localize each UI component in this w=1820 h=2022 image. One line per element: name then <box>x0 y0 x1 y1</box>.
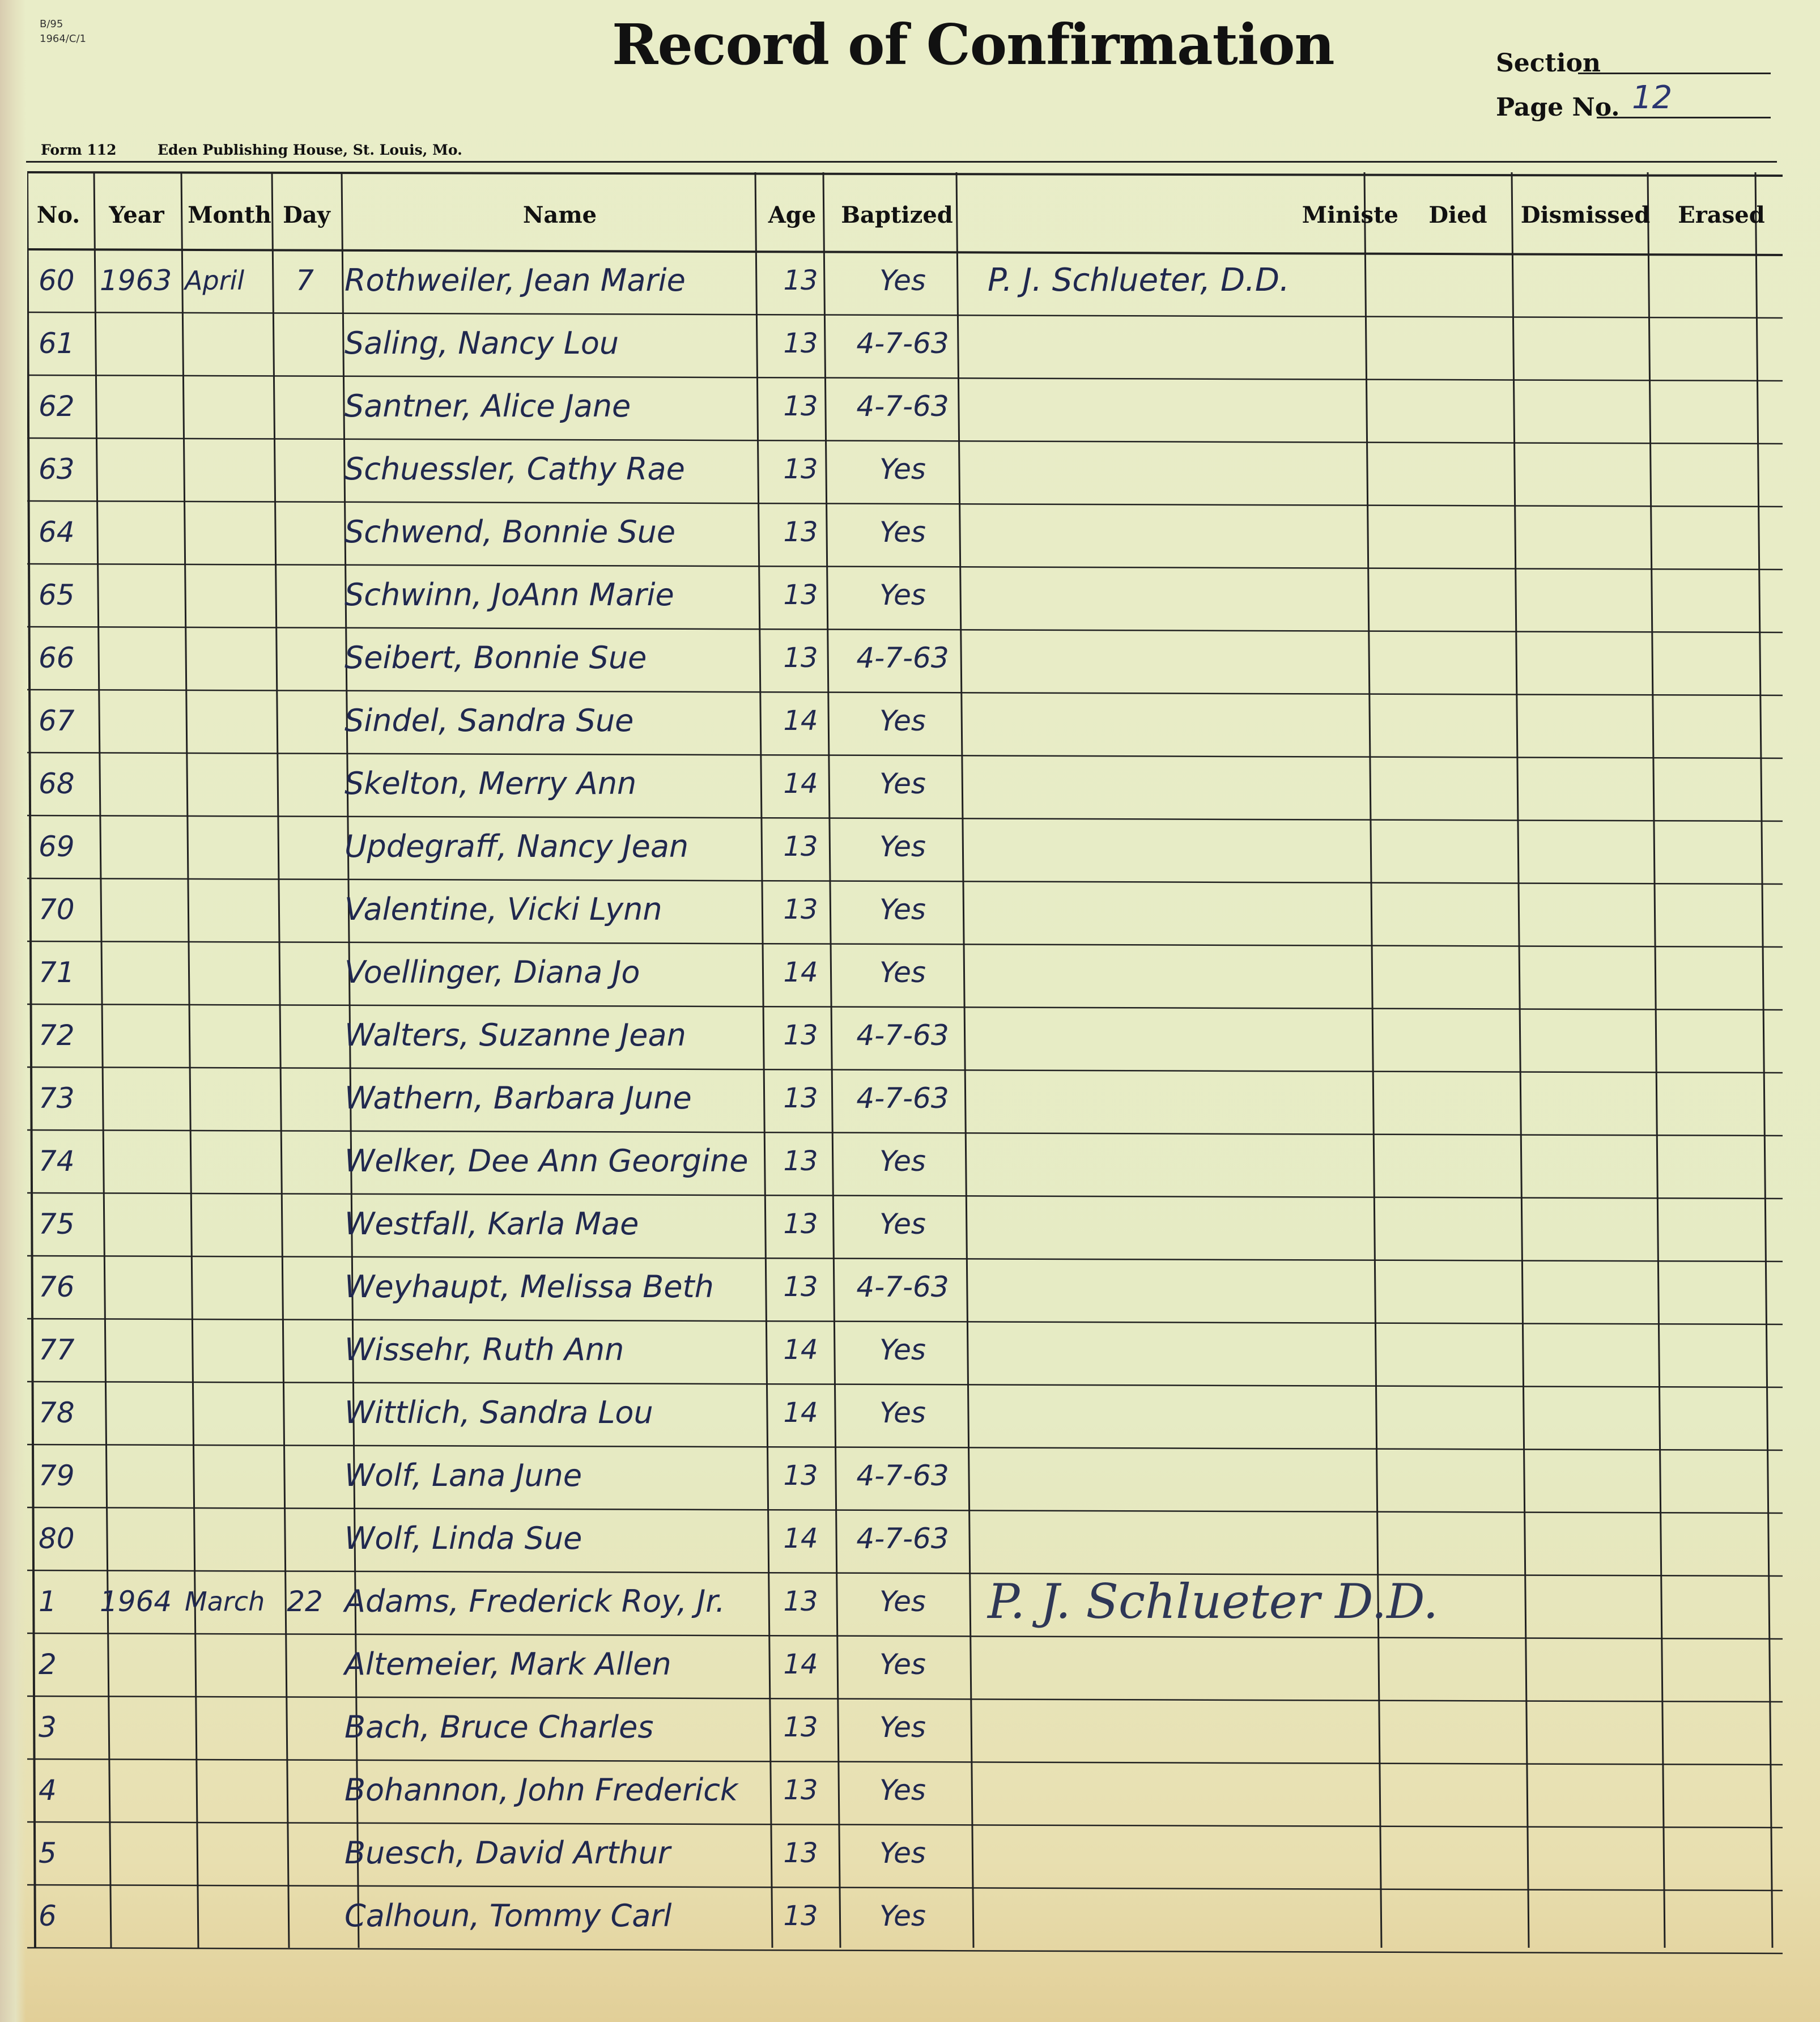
baptized-cell: Yes <box>879 1585 926 1618</box>
day-cell <box>277 568 333 622</box>
column-header-year: Year <box>109 202 164 228</box>
row-number: 64 <box>39 516 75 549</box>
row-number: 63 <box>39 453 75 486</box>
name-cell: Sindel, Sandra Sue <box>345 703 634 738</box>
age-cell: 13 <box>783 1900 818 1932</box>
month-cell <box>185 1826 270 1880</box>
table-row <box>27 627 1783 689</box>
baptized-cell: Yes <box>879 893 926 926</box>
baptized-cell: Yes <box>879 1711 926 1744</box>
year-cell <box>100 631 179 685</box>
year-cell <box>100 1889 179 1943</box>
day-cell <box>277 317 333 370</box>
year-cell <box>100 443 179 496</box>
age-cell: 14 <box>783 768 818 800</box>
column-header-age: Age <box>768 202 817 228</box>
name-cell: Wathern, Barbara June <box>345 1080 692 1116</box>
minister-cell <box>988 820 1452 873</box>
minister-cell <box>988 506 1452 559</box>
column-header-name: Name <box>522 202 597 228</box>
row-number: 73 <box>39 1082 75 1115</box>
year-cell <box>100 1386 179 1439</box>
row-number: 60 <box>39 264 75 297</box>
day-cell <box>277 1764 333 1817</box>
baptized-cell: 4-7-63 <box>856 1522 949 1555</box>
age-cell: 13 <box>783 642 818 674</box>
row-number: 69 <box>39 830 75 863</box>
row-number: 77 <box>39 1333 75 1366</box>
row-number: 74 <box>39 1145 75 1178</box>
age-cell: 13 <box>783 1586 818 1617</box>
year-cell <box>100 506 179 559</box>
publisher-imprint: Eden Publishing House, St. Louis, Mo. <box>158 142 462 158</box>
baptized-cell: Yes <box>879 264 926 297</box>
table-row <box>27 1004 1783 1067</box>
name-cell: Bach, Bruce Charles <box>345 1709 654 1745</box>
day-cell <box>277 1135 333 1188</box>
baptized-cell: 4-7-63 <box>856 327 949 360</box>
table-row <box>27 1445 1783 1507</box>
month-cell <box>185 317 270 370</box>
name-cell: Santner, Alice Jane <box>345 388 631 424</box>
year-cell <box>100 1512 179 1565</box>
name-cell: Wolf, Linda Sue <box>345 1520 582 1556</box>
grid-line <box>27 172 1783 176</box>
minister-cell <box>988 317 1452 370</box>
day-cell <box>277 1826 333 1880</box>
day-cell <box>277 1072 333 1125</box>
table-row <box>27 501 1783 563</box>
baptized-cell: 4-7-63 <box>856 1082 949 1115</box>
minister-cell <box>988 883 1452 936</box>
year-cell <box>100 1072 179 1125</box>
day-cell <box>277 1512 333 1565</box>
minister-cell <box>988 1701 1452 1754</box>
table-row <box>27 941 1783 1004</box>
day-cell <box>277 380 333 433</box>
minister-cell <box>988 1764 1452 1817</box>
minister-cell: P. J. Schlueter D.D. <box>988 1574 1439 1629</box>
minister-cell <box>988 694 1452 747</box>
name-cell: Voellinger, Diana Jo <box>345 954 640 990</box>
minister-cell <box>988 1323 1452 1377</box>
name-cell: Seibert, Bonnie Sue <box>345 640 647 676</box>
row-number: 75 <box>39 1208 75 1241</box>
baptized-cell: Yes <box>879 956 926 989</box>
age-cell: 13 <box>783 1774 818 1806</box>
month-cell <box>185 1386 270 1439</box>
table-row <box>27 1570 1783 1633</box>
year-cell <box>100 1449 179 1502</box>
page-no-value: 12 <box>1632 79 1673 116</box>
baptized-cell: Yes <box>879 767 926 800</box>
minister-cell <box>988 757 1452 810</box>
row-number: 76 <box>39 1271 75 1303</box>
age-cell: 14 <box>783 1649 818 1680</box>
day-cell <box>277 757 333 810</box>
year-cell <box>100 1638 179 1691</box>
age-cell: 13 <box>783 1837 818 1869</box>
month-cell <box>185 1197 270 1251</box>
row-number: 6 <box>39 1900 57 1932</box>
month-cell <box>185 506 270 559</box>
table-row <box>27 438 1783 500</box>
baptized-cell: 4-7-63 <box>856 1271 949 1303</box>
row-number: 72 <box>39 1019 75 1052</box>
name-cell: Calhoun, Tommy Carl <box>345 1898 672 1934</box>
year-cell <box>100 820 179 873</box>
row-number: 61 <box>39 327 75 360</box>
age-cell: 13 <box>783 894 818 925</box>
year-cell <box>100 1009 179 1062</box>
grid-line <box>27 1948 1783 1953</box>
age-cell: 13 <box>783 265 818 296</box>
age-cell: 13 <box>783 1020 818 1051</box>
name-cell: Schwinn, JoAnn Marie <box>345 577 674 613</box>
month-cell: April <box>185 265 245 296</box>
baptized-cell: 4-7-63 <box>856 1019 949 1052</box>
table-row <box>27 1633 1783 1696</box>
age-cell: 14 <box>783 957 818 988</box>
baptized-cell: Yes <box>879 1648 926 1681</box>
table-row <box>27 1382 1783 1444</box>
name-cell: Welker, Dee Ann Georgine <box>345 1143 749 1179</box>
row-number: 68 <box>39 767 75 800</box>
table-row <box>27 753 1783 815</box>
name-cell: Wissehr, Ruth Ann <box>345 1332 624 1367</box>
name-cell: Rothweiler, Jean Marie <box>345 262 686 298</box>
page-edge-shadow <box>0 0 26 2022</box>
age-cell: 13 <box>783 1208 818 1240</box>
age-cell: 14 <box>783 1397 818 1429</box>
minister-cell <box>988 568 1452 622</box>
month-cell <box>185 1009 270 1062</box>
baptized-cell: Yes <box>879 453 926 486</box>
name-cell: Wittlich, Sandra Lou <box>345 1395 653 1430</box>
row-number: 5 <box>39 1837 57 1870</box>
baptized-cell: Yes <box>879 1145 926 1178</box>
name-cell: Wolf, Lana June <box>345 1458 582 1493</box>
age-cell: 13 <box>783 1145 818 1177</box>
age-cell: 13 <box>783 1460 818 1492</box>
year-cell <box>100 694 179 747</box>
day-cell <box>277 506 333 559</box>
baptized-cell: Yes <box>879 1774 926 1807</box>
minister-cell <box>988 1638 1452 1691</box>
day-cell <box>277 1197 333 1251</box>
month-cell <box>185 631 270 685</box>
column-header-month: Month <box>188 202 271 228</box>
year-cell <box>100 757 179 810</box>
month-cell <box>185 946 270 999</box>
day-cell <box>277 1701 333 1754</box>
table-row <box>27 878 1783 941</box>
year-cell <box>100 380 179 433</box>
form-number: Form 112 <box>41 142 117 158</box>
table-row <box>27 1256 1783 1318</box>
minister-cell <box>988 380 1452 433</box>
name-cell: Westfall, Karla Mae <box>345 1206 639 1242</box>
day-cell <box>277 946 333 999</box>
table-row <box>27 1822 1783 1884</box>
name-cell: Skelton, Merry Ann <box>345 766 637 801</box>
baptized-cell: Yes <box>879 704 926 737</box>
name-cell: Bohannon, John Frederick <box>345 1772 738 1808</box>
day-cell <box>277 820 333 873</box>
year-cell <box>100 883 179 936</box>
name-cell: Weyhaupt, Melissa Beth <box>345 1269 714 1305</box>
baptized-cell: Yes <box>879 1396 926 1429</box>
age-cell: 14 <box>783 705 818 737</box>
month-cell <box>185 694 270 747</box>
table-row <box>27 249 1783 312</box>
column-header-baptized: Baptized <box>841 202 953 228</box>
column-header-minister: Ministe <box>1302 202 1398 228</box>
month-cell <box>185 1323 270 1377</box>
name-cell: Adams, Frederick Roy, Jr. <box>345 1583 725 1619</box>
name-cell: Updegraff, Nancy Jean <box>345 829 689 864</box>
month-cell <box>185 1072 270 1125</box>
age-cell: 13 <box>783 579 818 611</box>
name-cell: Walters, Suzanne Jean <box>345 1017 686 1053</box>
year-cell <box>100 1197 179 1251</box>
age-cell: 13 <box>783 831 818 863</box>
minister-cell <box>988 443 1452 496</box>
baptized-cell: 4-7-63 <box>856 390 949 423</box>
baptized-cell: Yes <box>879 516 926 549</box>
table-row <box>27 690 1783 752</box>
top-rule <box>26 161 1777 163</box>
day-cell <box>277 443 333 496</box>
table-row <box>27 1193 1783 1255</box>
row-number: 4 <box>39 1774 57 1807</box>
month-cell <box>185 1512 270 1565</box>
table-row <box>27 1319 1783 1381</box>
name-cell: Saling, Nancy Lou <box>345 325 619 361</box>
column-header-died: Died <box>1428 202 1487 228</box>
baptized-cell: Yes <box>879 579 926 611</box>
year-cell <box>100 1826 179 1880</box>
day-cell <box>277 883 333 936</box>
reference-line-2: 1964/C/1 <box>40 33 86 45</box>
section-line <box>1578 73 1771 74</box>
minister-cell <box>988 1826 1452 1880</box>
table-row <box>27 1696 1783 1758</box>
row-number: 66 <box>39 642 75 674</box>
baptized-cell: Yes <box>879 1900 926 1932</box>
month-cell <box>185 820 270 873</box>
baptized-cell: Yes <box>879 1333 926 1366</box>
age-cell: 13 <box>783 453 818 485</box>
baptized-cell: Yes <box>879 1837 926 1870</box>
age-cell: 14 <box>783 1523 818 1554</box>
table-row <box>27 312 1783 375</box>
day-cell <box>277 1638 333 1691</box>
age-cell: 14 <box>783 1334 818 1366</box>
page-title: Record of Confirmation <box>612 12 1334 78</box>
row-number: 2 <box>39 1648 57 1681</box>
page-no-line <box>1597 117 1771 118</box>
day-cell <box>277 1889 333 1943</box>
name-cell: Schwend, Bonnie Sue <box>345 514 676 550</box>
table-row <box>27 1130 1783 1192</box>
minister-cell <box>988 1449 1452 1502</box>
day-cell <box>277 1260 333 1314</box>
month-cell <box>185 1449 270 1502</box>
minister-cell <box>988 1386 1452 1439</box>
minister-cell <box>988 946 1452 999</box>
name-cell: Altemeier, Mark Allen <box>345 1646 671 1682</box>
month-cell <box>185 1135 270 1188</box>
year-cell: 1964 <box>100 1585 172 1618</box>
name-cell: Schuessler, Cathy Rae <box>345 451 685 487</box>
day-cell <box>277 1323 333 1377</box>
day-cell <box>277 1009 333 1062</box>
day-cell <box>277 1449 333 1502</box>
year-cell <box>100 1764 179 1817</box>
year-cell <box>100 1135 179 1188</box>
row-number: 62 <box>39 390 75 423</box>
column-header-erased: Erased <box>1678 202 1765 228</box>
minister-cell <box>988 1889 1452 1943</box>
month-cell <box>185 1701 270 1754</box>
table-row <box>27 1507 1783 1570</box>
year-cell <box>100 1701 179 1754</box>
year-cell <box>100 1323 179 1377</box>
day-cell <box>277 694 333 747</box>
day-cell <box>277 631 333 685</box>
table-row <box>27 1759 1783 1821</box>
column-header-no: No. <box>36 202 80 228</box>
row-number: 65 <box>39 579 75 611</box>
year-cell <box>100 317 179 370</box>
baptized-cell: Yes <box>879 830 926 863</box>
section-label: Section <box>1496 49 1601 78</box>
table-row <box>27 375 1783 437</box>
name-cell: Buesch, David Arthur <box>345 1835 670 1871</box>
month-cell <box>185 380 270 433</box>
minister-cell <box>988 1512 1452 1565</box>
age-cell: 13 <box>783 1271 818 1303</box>
row-number: 70 <box>39 893 75 926</box>
minister-cell <box>988 1260 1452 1314</box>
month-cell <box>185 443 270 496</box>
age-cell: 13 <box>783 1711 818 1743</box>
minister-cell <box>988 1009 1452 1062</box>
row-number: 79 <box>39 1459 75 1492</box>
minister-cell <box>988 1135 1452 1188</box>
age-cell: 13 <box>783 1082 818 1114</box>
month-cell <box>185 757 270 810</box>
month-cell <box>185 1764 270 1817</box>
minister-cell: P. J. Schlueter, D.D. <box>988 262 1290 299</box>
month-cell <box>185 1889 270 1943</box>
minister-cell <box>988 1072 1452 1125</box>
baptized-cell: 4-7-63 <box>856 642 949 674</box>
row-number: 3 <box>39 1711 57 1744</box>
year-cell <box>100 568 179 622</box>
row-number: 71 <box>39 956 75 989</box>
age-cell: 13 <box>783 328 818 359</box>
month-cell: March <box>185 1586 265 1617</box>
month-cell <box>185 1260 270 1314</box>
reference-line-1: B/95 <box>40 18 63 30</box>
month-cell <box>185 1638 270 1691</box>
table-row <box>27 1885 1783 1947</box>
year-cell <box>100 946 179 999</box>
month-cell <box>185 883 270 936</box>
age-cell: 13 <box>783 516 818 548</box>
table-row <box>27 815 1783 878</box>
table-row <box>27 564 1783 626</box>
minister-cell <box>988 1197 1452 1251</box>
baptized-cell: 4-7-63 <box>856 1459 949 1492</box>
age-cell: 13 <box>783 390 818 422</box>
day-cell <box>277 1386 333 1439</box>
row-number: 80 <box>39 1522 75 1555</box>
day-cell: 22 <box>287 1585 323 1618</box>
name-cell: Valentine, Vicki Lynn <box>345 891 662 927</box>
baptized-cell: Yes <box>879 1208 926 1241</box>
year-cell: 1963 <box>100 264 172 297</box>
table-row <box>27 1067 1783 1129</box>
confirmation-table <box>27 170 1783 2012</box>
day-cell: 7 <box>296 264 314 297</box>
page-no-label: Page No. <box>1496 93 1620 122</box>
minister-cell <box>988 631 1452 685</box>
row-number: 1 <box>39 1585 57 1618</box>
column-header-dismissed: Dismissed <box>1520 202 1651 228</box>
year-cell <box>100 1260 179 1314</box>
month-cell <box>185 568 270 622</box>
row-number: 78 <box>39 1396 75 1429</box>
column-header-day: Day <box>283 202 330 228</box>
row-number: 67 <box>39 704 75 737</box>
